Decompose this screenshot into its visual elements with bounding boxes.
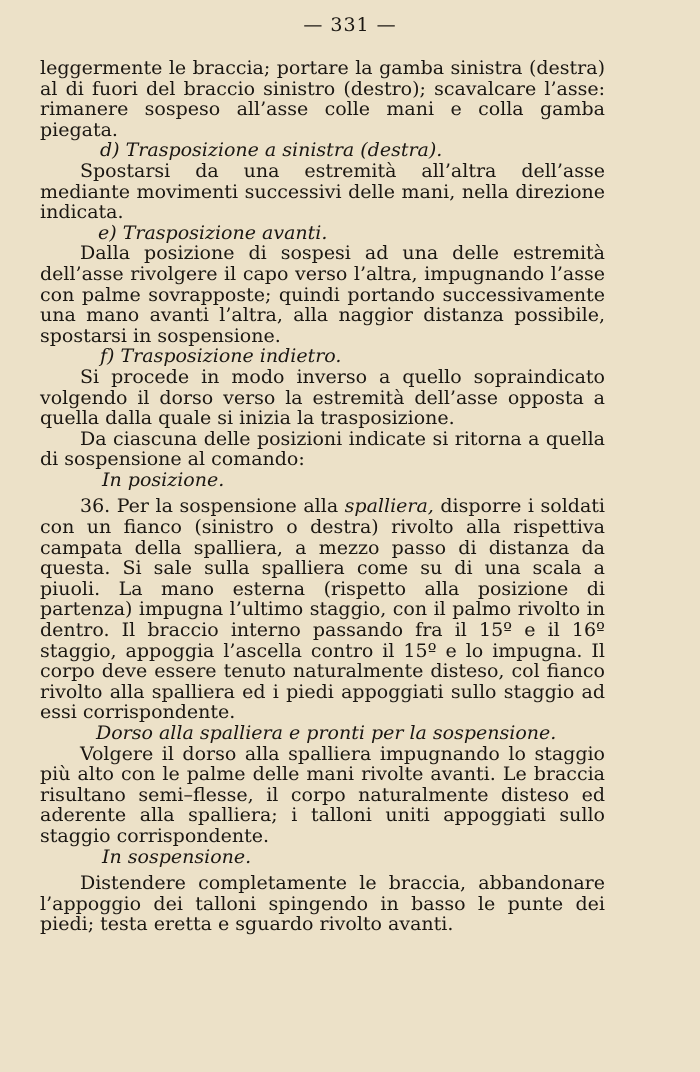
paragraph-6-emphasis: spalliera, xyxy=(344,495,434,518)
page-number: — 331 — xyxy=(303,14,397,36)
paragraph-6-start: Per la sospensione alla xyxy=(116,495,339,518)
paragraph-2: Spostarsi da una estremità all’altra dell’asse mediante movimenti successivi delle mani, nella direzione indicata. xyxy=(40,159,605,224)
heading-trasposizione-indietro: f) Trasposizione indietro. xyxy=(100,345,342,368)
paragraph-7: Volgere il dorso alla spalliera impugnando lo staggio più alto con le palme delle mani rivolte avanti. Le braccia risultano semi–flesse, il corpo naturalmente disteso ed aderente alla spalliera; i talloni uniti appoggiati sullo staggio corrispondente. xyxy=(40,742,605,847)
command-in-posizione: In posizione. xyxy=(102,468,225,491)
paragraph-3: Dalla posizione di sospesi ad una delle estremità dell’asse rivolgere il capo verso l’altra, impugnando l’asse con palme sovrapposte; quindi portando successivamente una mano avanti l’altra, alla naggior distanza possibile, spostarsi in sospensione. xyxy=(40,242,605,347)
command-in-sospensione: In sospensione. xyxy=(102,845,252,868)
paragraph-5: Da ciascuna delle posizioni indicate si ritorna a quella di sospensione al comando: xyxy=(40,427,605,471)
heading-trasposizione-sinistra: d) Trasposizione a sinistra (destra). xyxy=(100,139,443,162)
heading-trasposizione-avanti: e) Trasposizione avanti. xyxy=(98,221,328,244)
paragraph-6 xyxy=(40,496,605,723)
page-body xyxy=(40,58,605,935)
paragraph-8: Distendere completamente le braccia, abbandonare l’appoggio dei talloni spingendo in basso le punte dei piedi; testa eretta e sguardo rivolto avanti. xyxy=(40,872,605,936)
paragraph-6-rest: disporre i soldati con un fianco (sinistro o destra) rivolto alla rispettiva campata della spalliera, a mezzo passo di distanza da questa. Si sale sulla spalliera come su di una scala a piuoli. La mano esterna (rispetto alla posizione di partenza) impugna l’ultimo staggio, con il palmo rivolto in dentro. Il braccio interno passando fra il 15º e il 16º staggio, appoggia l’ascella contro il 15º e lo impugna. Il corpo deve essere tenuto naturalmente disteso, col fianco rivolto alla spalliera ed i piedi appoggiati sullo staggio ad essi corrispondente. xyxy=(40,495,605,724)
paragraph-1: leggermente le braccia; portare la gamba sinistra (destra) al di fuori del braccio sinistro (destro); scavalcare l’asse: rimanere sospeso all’asse colle mani e colla gamba piegata. xyxy=(40,57,605,141)
paragraph-4: Si procede in modo inverso a quello sopraindicato volgendo il dorso verso la estremità dell’asse opposta a quella dalla quale si inizia la trasposizione. xyxy=(40,365,605,430)
heading-dorso-alla-spalliera: Dorso alla spalliera e pronti per la sospensione. xyxy=(96,722,557,744)
section-number: 36. xyxy=(80,495,111,518)
